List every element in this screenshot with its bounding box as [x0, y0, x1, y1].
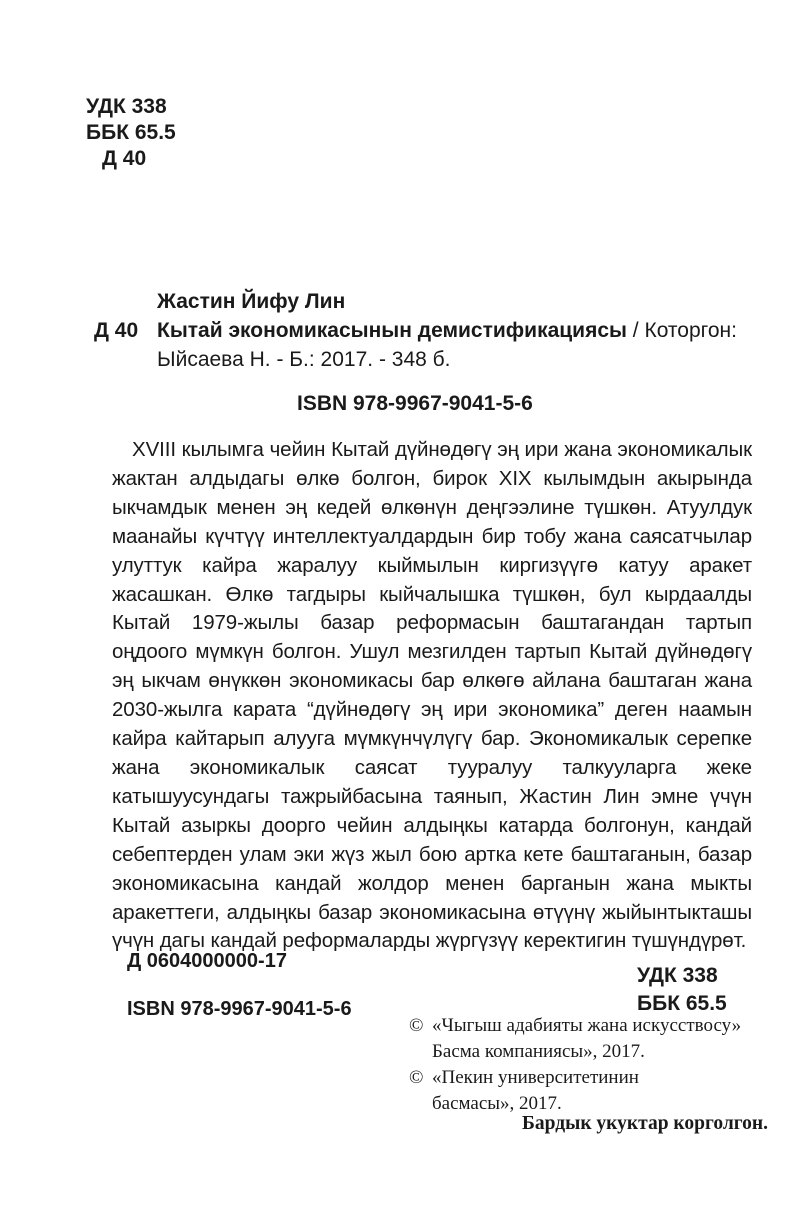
catalog-number: Д 0604000000-17: [127, 950, 287, 972]
card-author-mark: Д 40: [94, 319, 139, 342]
bottom-bbk-code: ББК 65.5: [637, 992, 727, 1015]
copyright-line-4: басмасы», 2017.: [432, 1093, 562, 1114]
author-name: Жастин Йифу Лин: [157, 290, 346, 313]
book-abstract: XVIII кылымга чейин Кытай дүйнөдөгү эң ири жана экономикалык жактан алдыдагы өлкө болгон, бирок XIX кылымдын акырында ыкчамдык менен эң кедей өлкөнүн деңгээлине түшкөн. Атуулдук маанайы күчтүү интеллектуалдардын бир тобу жана саясатчылар улуттук кайра жаралуу кыймылын киргизүүгө катуу аракет жасашкан. Өлкө тагдыры кыйчалышка түшкөн, бул кырдаалды Кытай 1979-жылы базар реформасын баштагандан тартып оңдоого мүмкүн болгон. Ушул мезгилден тартып Кытай дүйнөдөгү эң ыкчам өнүккөн экономикасы бар өлкөгө айлана баштаган жана 2030-жылга карата “дүйнөдөгү эң ири экономика” деген наамын кайра кайтарып алууга мүмкүнчүлүгү бар. Экономикалык серепке жана экономикалык саясат тууралуу талкууларга жеке катышуусундагы тажрыйбасына таянып, Жастин Лин эмне үчүн Кытай азыркы доорго чейин алдыңкы катарда болгонун, кандай себептерден улам эки жүз жыл бою артка кете баштаганын, базар экономикасына кандай жолдор менен барганын жана мыкты аракеттеги, алдыңкы базар экономикасына өтүүнү жыйынтыкташы үчүн дагы кандай реформаларды жүргүзүү керектигин түшүндүрөт.: [112, 438, 752, 953]
copyright-icon: ©: [409, 1067, 424, 1088]
copyright-block: [409, 1013, 741, 1117]
copyright-line-1: © «Чыгыш адабияты жана искусствосу»: [409, 1013, 741, 1039]
copyright-line-2: Басма компаниясы», 2017.: [432, 1041, 645, 1062]
all-rights-reserved: Бардык укуктар корголгон.: [522, 1113, 769, 1134]
isbn-main: ISBN 978-9967-9041-5-6: [297, 392, 533, 415]
bottom-udk-code: УДК 338: [637, 964, 718, 987]
bottom-classification-codes: [637, 962, 727, 1018]
bbk-code: ББК 65.5: [86, 121, 176, 144]
translator-label: / Которгон:: [626, 319, 737, 342]
author-mark: Д 40: [102, 147, 147, 170]
isbn-bottom: ISBN 978-9967-9041-5-6: [127, 998, 352, 1020]
book-title-line: [157, 319, 737, 343]
copyright-line-3: © «Пекин университетинин: [409, 1065, 741, 1091]
udk-code: УДК 338: [86, 95, 167, 118]
copyright-icon: ©: [409, 1015, 424, 1036]
top-classification-codes: [86, 94, 176, 172]
book-title: Кытай экономикасынын демистификациясы: [157, 319, 627, 342]
publication-line: Ыйсаева Н. - Б.: 2017. - 348 б.: [157, 348, 451, 371]
